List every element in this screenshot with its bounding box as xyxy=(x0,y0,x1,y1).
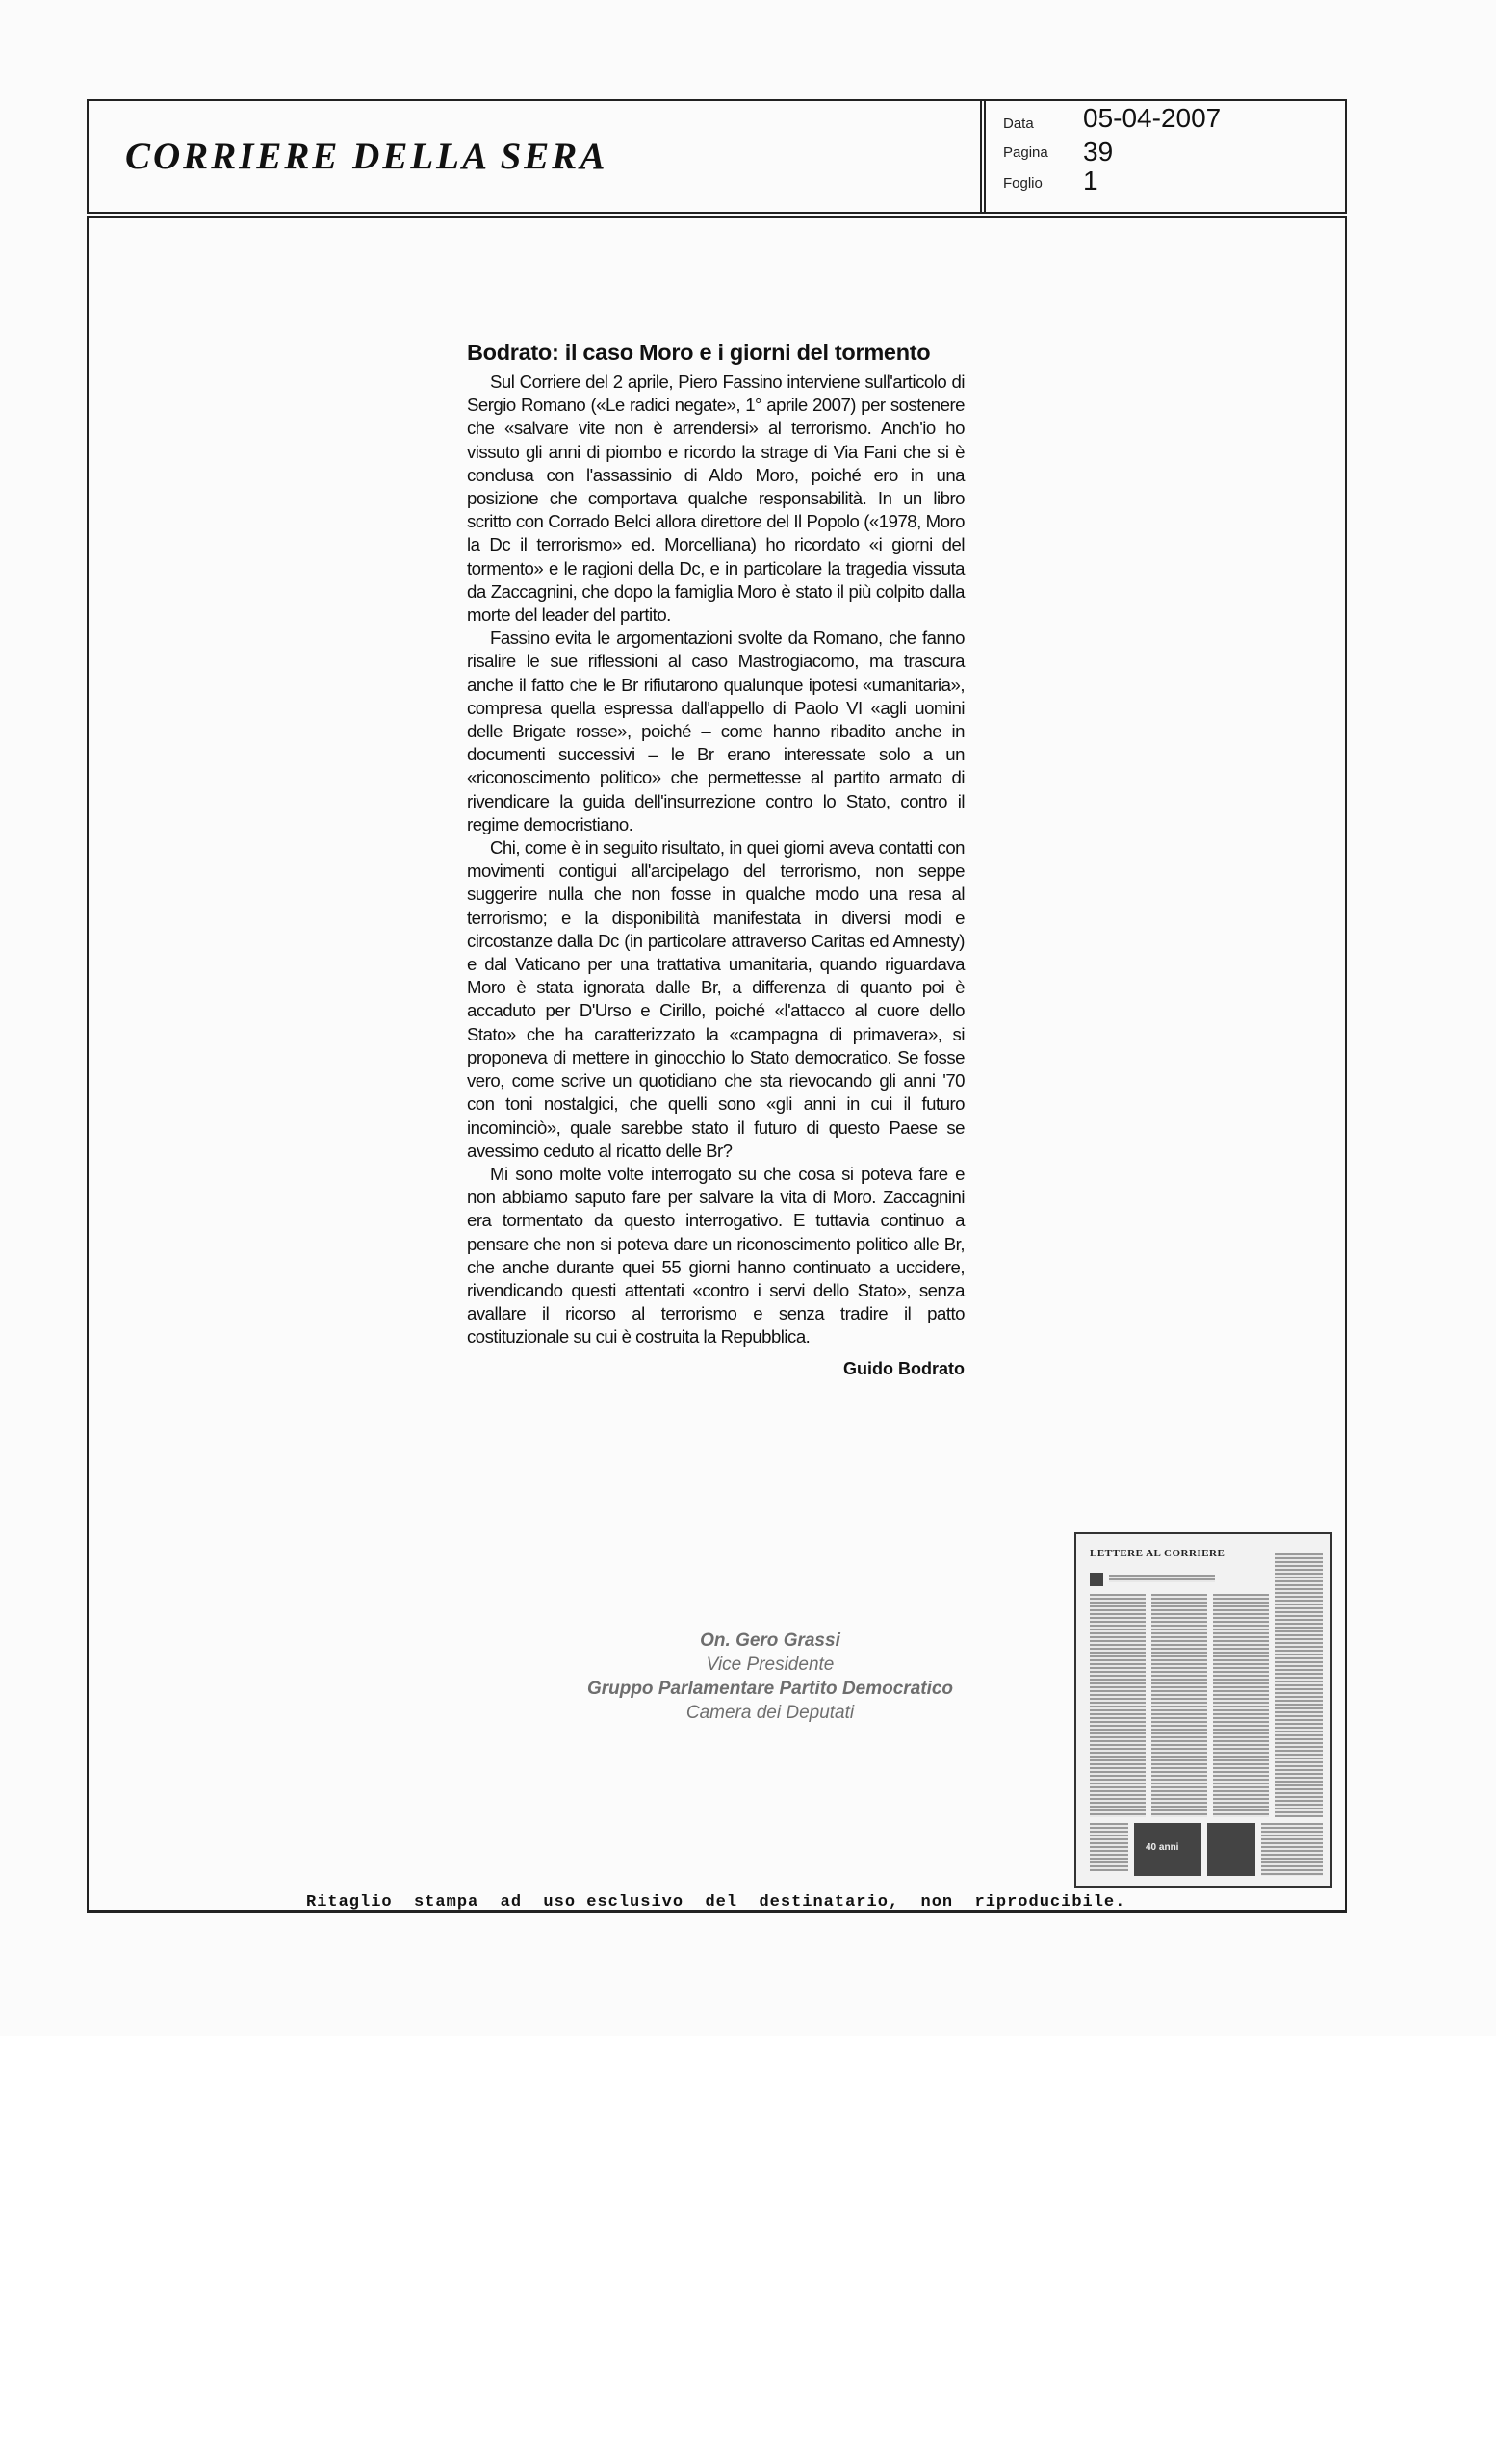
sheet-value: 1 xyxy=(1083,166,1098,195)
article xyxy=(467,340,965,1379)
date-value: 05-04-2007 xyxy=(1083,103,1222,133)
thumbnail-column xyxy=(1151,1594,1207,1817)
header-divider xyxy=(980,99,986,214)
date-label: Data xyxy=(1003,116,1034,132)
masthead: CORRIERE DELLA SERA xyxy=(125,136,608,177)
thumbnail-column xyxy=(1213,1594,1269,1817)
thumbnail-ad-dark xyxy=(1207,1823,1255,1876)
thumbnail-column xyxy=(1090,1594,1146,1817)
clipping-note: Ritaglio stampa ad uso esclusivo del destinatario, non riproducibile. xyxy=(306,1893,1126,1912)
article-headline: Bodrato: il caso Moro e i giorni del tormento xyxy=(467,340,931,365)
thumbnail-title: LETTERE AL CORRIERE xyxy=(1090,1548,1225,1559)
page-thumbnail xyxy=(1074,1532,1332,1888)
deputy-stamp xyxy=(568,1629,972,1725)
thumbnail-badge: 40 anni xyxy=(1146,1842,1179,1853)
stamp-group: Gruppo Parlamentare Partito Democratico xyxy=(586,1679,954,1699)
article-paragraph: Sul Corriere del 2 aprile, Piero Fassino interviene sull'articolo di Sergio Romano («Le radici negate», 1° aprile 2007) per sostenere che «salvare vite non è arrendersi» al terrorismo. Anch'io ho vissuto gli anni di piombo e ricordo la strage di Via Fani che si è conclusa con l'assassinio di Aldo Moro, poiché ero in una posizione che comportava qualche responsabilità. In un libro scritto con Corrado Belci allora direttore del Il Popolo («1978, Moro la Dc il terrorismo» ed. Morcelliana) ho ricordato «i giorni del tormento» e le ragioni della Dc, e in particolare la tragedia vissuta da Zaccagnini, che dopo la famiglia Moro è stato il più colpito dalla morte del leader del partito. xyxy=(467,372,965,626)
stamp-role: Vice Presidente xyxy=(706,1655,835,1675)
stamp-name: On. Gero Grassi xyxy=(700,1630,840,1651)
page-label: Pagina xyxy=(1003,144,1048,161)
article-paragraph: Chi, come è in seguito risultato, in quei giorni aveva contatti con movimenti contigui all'arcipelago del terrorismo, non seppe suggerire nulla che non fosse in qualche modo una resa al terrorismo; e la disponibilità manifestata in diversi modi e circostanze dalla Dc (in particolare attraverso Caritas ed Amnesty) e dal Vaticano per una trattativa umanitaria, quando riguardava Moro è stata ignorata dalle Br, a differenza di quanto poi è accaduto per D'Urso e Cirillo, poiché «l'attacco al cuore dello Stato» che ha caratterizzato la «campagna di primavera», si proponeva di mettere in ginocchio lo Stato democratico. Se fosse vero, come scrive un quotidiano che sta rievocando gli anni '70 con toni nostalgici, che quelli sono «gli anni in cui il futuro incominciò», quale sarebbe stato il futuro di questo Paese se avessimo ceduto al ricatto delle Br? xyxy=(467,837,965,1161)
article-paragraph: Fassino evita le argomentazioni svolte da Romano, che fanno risalire le sue riflessioni al caso Mastrogiacomo, ma trascura anche il fatto che le Br rifiutarono qualunque ipotesi «umanitaria», compresa quella espressa dall'appello di Paolo VI «agli uomini delle Brigate rosse», poiché – come hanno ribadito anche in documenti successivi – le Br erano interessate solo a un «riconoscimento politico» che permettesse al partito armato di rivendicare la guida dell'insurrezione contro lo Stato, contro il regime democristiano. xyxy=(467,628,965,834)
thumbnail-column xyxy=(1275,1553,1323,1817)
article-paragraph: Mi sono molte volte interrogato su che cosa si poteva fare e non abbiamo saputo fare per salvare la vita di Moro. Zaccagnini era tormentato da questo interrogativo. E tuttavia continuo a pensare che non si poteva dare un riconoscimento politico alle Br, che anche durante quei 55 giorni hanno continuato a uccidere, rivendicando questi attentati «contro i servi dello Stato», senza avallare il ricorso al terrorismo e senza tradire il patto costituzionale su cui è costruita la Repubblica. xyxy=(467,1163,965,1348)
thumbnail-ad xyxy=(1261,1823,1323,1876)
stamp-chamber: Camera dei Deputati xyxy=(685,1703,855,1723)
article-signature: Guido Bodrato xyxy=(843,1358,965,1378)
page-value: 39 xyxy=(1083,137,1114,167)
sheet-label: Foglio xyxy=(1003,175,1043,192)
thumbnail-ad xyxy=(1090,1823,1128,1871)
thumbnail-photo-icon xyxy=(1090,1573,1103,1586)
thumbnail-headline xyxy=(1109,1575,1215,1582)
footer-rule xyxy=(87,1912,1347,1913)
